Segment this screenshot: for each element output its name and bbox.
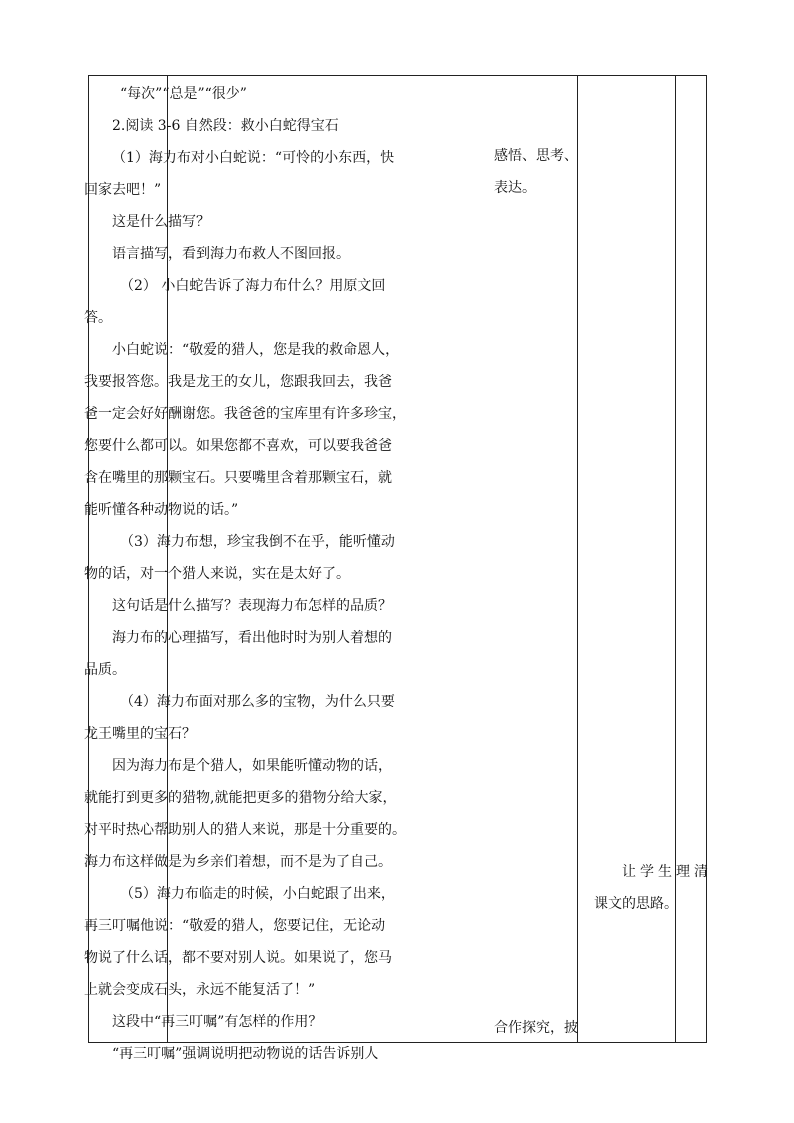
- content-line: 回家去吧！”: [84, 182, 162, 198]
- activity-text: [494, 140, 578, 204]
- content-line: 答。: [84, 310, 112, 326]
- content-line: 小白蛇说：“敬爱的猎人，您是我的救命恩人，: [112, 342, 400, 358]
- content-line: （5）海力布临走的时候，小白蛇跟了出来，: [120, 886, 395, 902]
- content-line: 龙王嘴里的宝石？: [84, 726, 196, 742]
- activity-text-2: 合作探究，披: [494, 1020, 578, 1036]
- content-line: 就能打到更多的猎物,就能把更多的猎物分给大家，: [84, 790, 397, 806]
- content-line: 爸一定会好好酬谢您。我爸爸的宝库里有许多珍宝，: [84, 406, 406, 422]
- content-line: 您要什么都可以。如果您都不喜欢，可以要我爸爸: [84, 438, 392, 454]
- content-line: “再三叮嘱”强调说明把动物说的话告诉别人: [112, 1046, 379, 1062]
- content-line: 这段中“再三叮嘱”有怎样的作用？: [112, 1014, 323, 1030]
- content-line: （2） 小白蛇告诉了海力布什么？用原文回: [120, 278, 386, 294]
- content-line: 语言描写，看到海力布救人不图回报。: [112, 246, 350, 262]
- content-line: 上就会变成石头，永远不能复活了！”: [84, 982, 316, 998]
- content-line: “每次”“总是”“很少”: [120, 86, 247, 102]
- content-line: 物的话，对一个猎人来说，实在是太好了。: [84, 566, 350, 582]
- content-line: （3）海力布想，珍宝我倒不在乎，能听懂动: [120, 534, 395, 550]
- content-line: 这句话是什么描写？表现海力布怎样的品质？: [112, 598, 392, 614]
- content-line: 含在嘴里的那颗宝石。只要嘴里含着那颗宝石，就: [84, 470, 392, 486]
- content-line: 品质。: [84, 662, 126, 678]
- content-line: （4）海力布面对那么多的宝物，为什么只要: [120, 694, 395, 710]
- content-line: 这是什么描写？: [112, 214, 210, 230]
- content-line: 对平时热心帮助别人的猎人来说，那是十分重要的。: [84, 822, 406, 838]
- content-line: 海力布这样做是为乡亲们着想，而不是为了自己。: [84, 854, 392, 870]
- intent-line: 让学生理清: [622, 864, 712, 880]
- intent-line: 课文的思路。: [594, 896, 678, 912]
- activity-line: 表达。: [494, 180, 536, 196]
- content-line: 能听懂各种动物说的话。”: [84, 502, 239, 518]
- intent-text: [594, 856, 712, 920]
- content-line: 我要报答您。我是龙王的女儿，您跟我回去，我爸: [84, 374, 392, 390]
- content-block: [84, 78, 484, 1070]
- content-line: 2.阅读 3-6 自然段：救小白蛇得宝石: [112, 118, 339, 134]
- content-line: （1）海力布对小白蛇说：“可怜的小东西，快: [112, 150, 395, 166]
- content-line: 海力布的心理描写，看出他时时为别人着想的: [112, 630, 392, 646]
- content-line: 物说了什么话，都不要对别人说。如果说了，您马: [84, 950, 392, 966]
- content-line: 因为海力布是个猎人，如果能听懂动物的话，: [112, 758, 392, 774]
- content-line: 再三叮嘱他说：“敬爱的猎人，您要记住，无论动: [84, 918, 386, 934]
- activity-line: 感悟、思考、: [494, 148, 578, 164]
